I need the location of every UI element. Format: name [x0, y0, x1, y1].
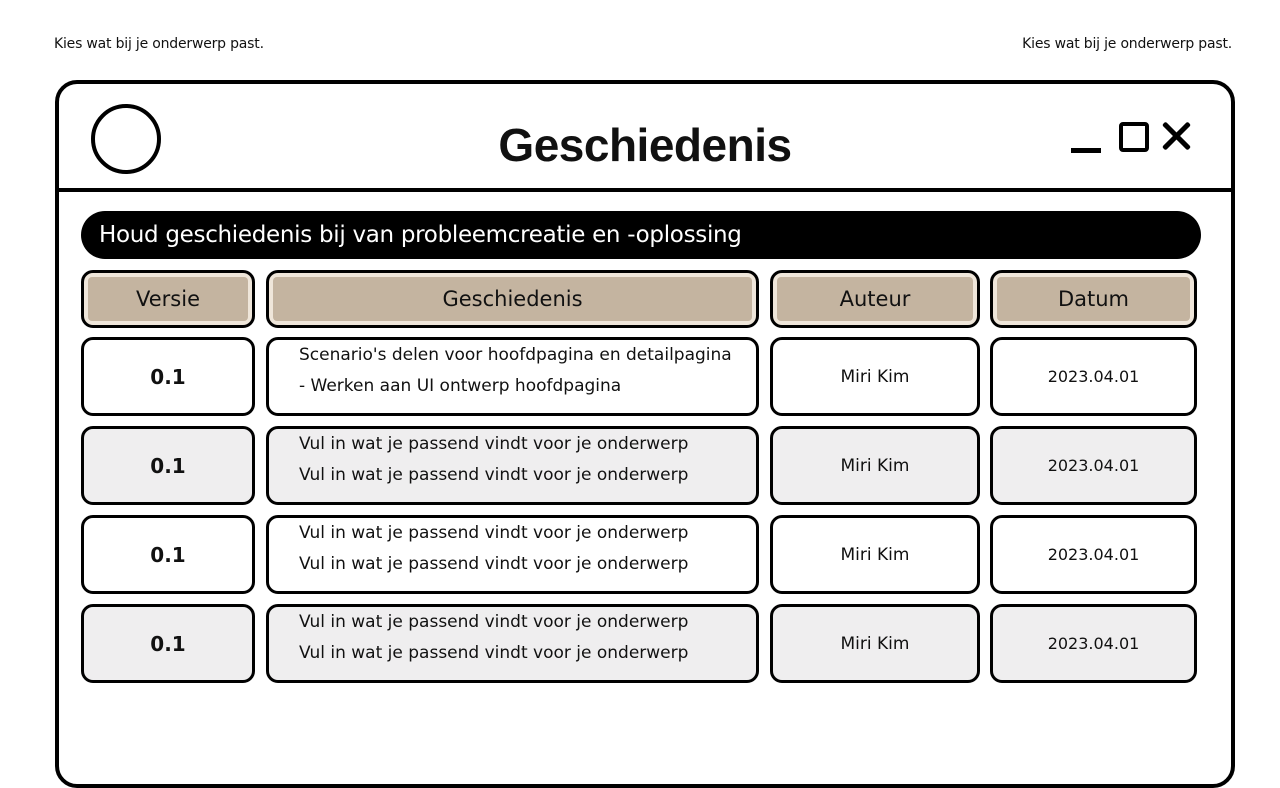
table-row-history [266, 337, 759, 416]
header-author [770, 270, 980, 328]
minimize-icon[interactable] [1071, 148, 1101, 153]
author-value: Miri Kim [840, 544, 910, 565]
header-version [81, 270, 255, 328]
table-row-date [990, 337, 1197, 416]
version-value: 0.1 [150, 364, 186, 389]
history-line: Vul in wat je passend vindt voor je onderwerp [299, 554, 689, 574]
table-row-date [990, 515, 1197, 594]
table-row-author [770, 426, 980, 505]
window-title: Geschiedenis [498, 119, 792, 171]
maximize-icon[interactable] [1119, 122, 1149, 152]
author-value: Miri Kim [840, 366, 910, 387]
history-line: Vul in wat je passend vindt voor je onderwerp [299, 612, 689, 632]
version-value: 0.1 [150, 542, 186, 567]
date-value: 2023.04.01 [1047, 367, 1140, 386]
table-row-version [81, 426, 255, 505]
header-label: Versie [88, 277, 248, 321]
table-row-version [81, 515, 255, 594]
author-value: Miri Kim [840, 455, 910, 476]
table-row-author [770, 515, 980, 594]
close-icon[interactable] [1161, 120, 1193, 152]
table-row-date [990, 426, 1197, 505]
table-row-date [990, 604, 1197, 683]
version-value: 0.1 [150, 453, 186, 478]
history-line: Scenario's delen voor hoofdpagina en detailpagina [299, 345, 732, 365]
author-value: Miri Kim [840, 633, 910, 654]
table-row-version [81, 337, 255, 416]
corner-note-left: Kies wat bij je onderwerp past. [54, 36, 264, 52]
table-row-history [266, 604, 759, 683]
section-banner: Houd geschiedenis bij van probleemcreatie en -oplossing [81, 211, 1201, 259]
date-value: 2023.04.01 [1047, 456, 1140, 475]
table-row-author [770, 337, 980, 416]
table-row-history [266, 515, 759, 594]
history-line: Vul in wat je passend vindt voor je onderwerp [299, 523, 689, 543]
date-value: 2023.04.01 [1047, 545, 1140, 564]
history-line: Vul in wat je passend vindt voor je onderwerp [299, 465, 689, 485]
header-label: Datum [997, 277, 1190, 321]
history-line: Vul in wat je passend vindt voor je onderwerp [299, 434, 689, 454]
history-window [55, 80, 1235, 788]
header-label: Geschiedenis [273, 277, 752, 321]
table-row-history [266, 426, 759, 505]
table-row-author [770, 604, 980, 683]
table-row-version [81, 604, 255, 683]
history-line: - Werken aan UI ontwerp hoofdpagina [299, 376, 622, 396]
version-value: 0.1 [150, 631, 186, 656]
header-label: Auteur [777, 277, 973, 321]
history-line: Vul in wat je passend vindt voor je onderwerp [299, 643, 689, 663]
title-bar [59, 84, 1231, 192]
header-date [990, 270, 1197, 328]
header-history [266, 270, 759, 328]
corner-note-right: Kies wat bij je onderwerp past. [1022, 36, 1232, 52]
date-value: 2023.04.01 [1047, 634, 1140, 653]
